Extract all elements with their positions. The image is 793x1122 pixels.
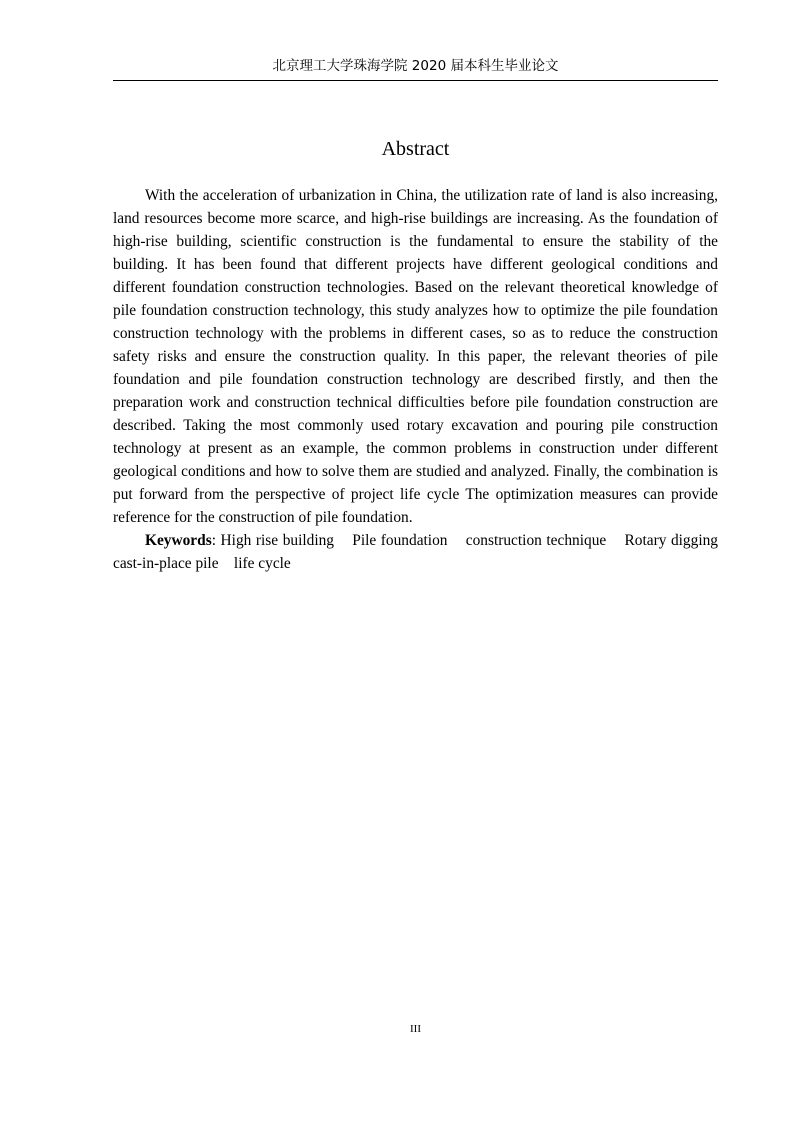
running-header: 北京理工大学珠海学院 2020 届本科生毕业论文 [272,58,559,74]
page-number: III [410,1023,421,1035]
abstract-body [113,184,718,575]
keywords-label: Keywords [145,532,212,549]
keywords-list: : High rise building Pile foundation construction technique Rotary digging cast-in-place pile life cycle [113,532,718,572]
keywords-paragraph [113,529,718,575]
abstract-title: Abstract [381,138,450,160]
header-rule [113,80,718,81]
abstract-paragraph: With the acceleration of urbanization in China, the utilization rate of land is also increasing, land resources become more scarce, and high-rise buildings are increasing. As the foundation of high-rise building, scientific construction is the fundamental to ensure the stability of the building. It has been found that different projects have different geological conditions and different foundation construction technologies. Based on the relevant theoretical knowledge of pile foundation construction technology, this study analyzes how to optimize the pile foundation construction technology with the problems in different cases, so as to reduce the construction safety risks and ensure the construction quality. In this paper, the relevant theories of pile foundation and pile foundation construction technology are described firstly, and then the preparation work and construction technical difficulties before pile foundation construction are described. Taking the most commonly used rotary excavation and pouring pile construction technology at present as an example, the common problems in construction under different geological conditions and how to solve them are studied and analyzed. Finally, the combination is put forward from the perspective of project life cycle The optimization measures can provide reference for the construction of pile foundation. [113,187,718,526]
